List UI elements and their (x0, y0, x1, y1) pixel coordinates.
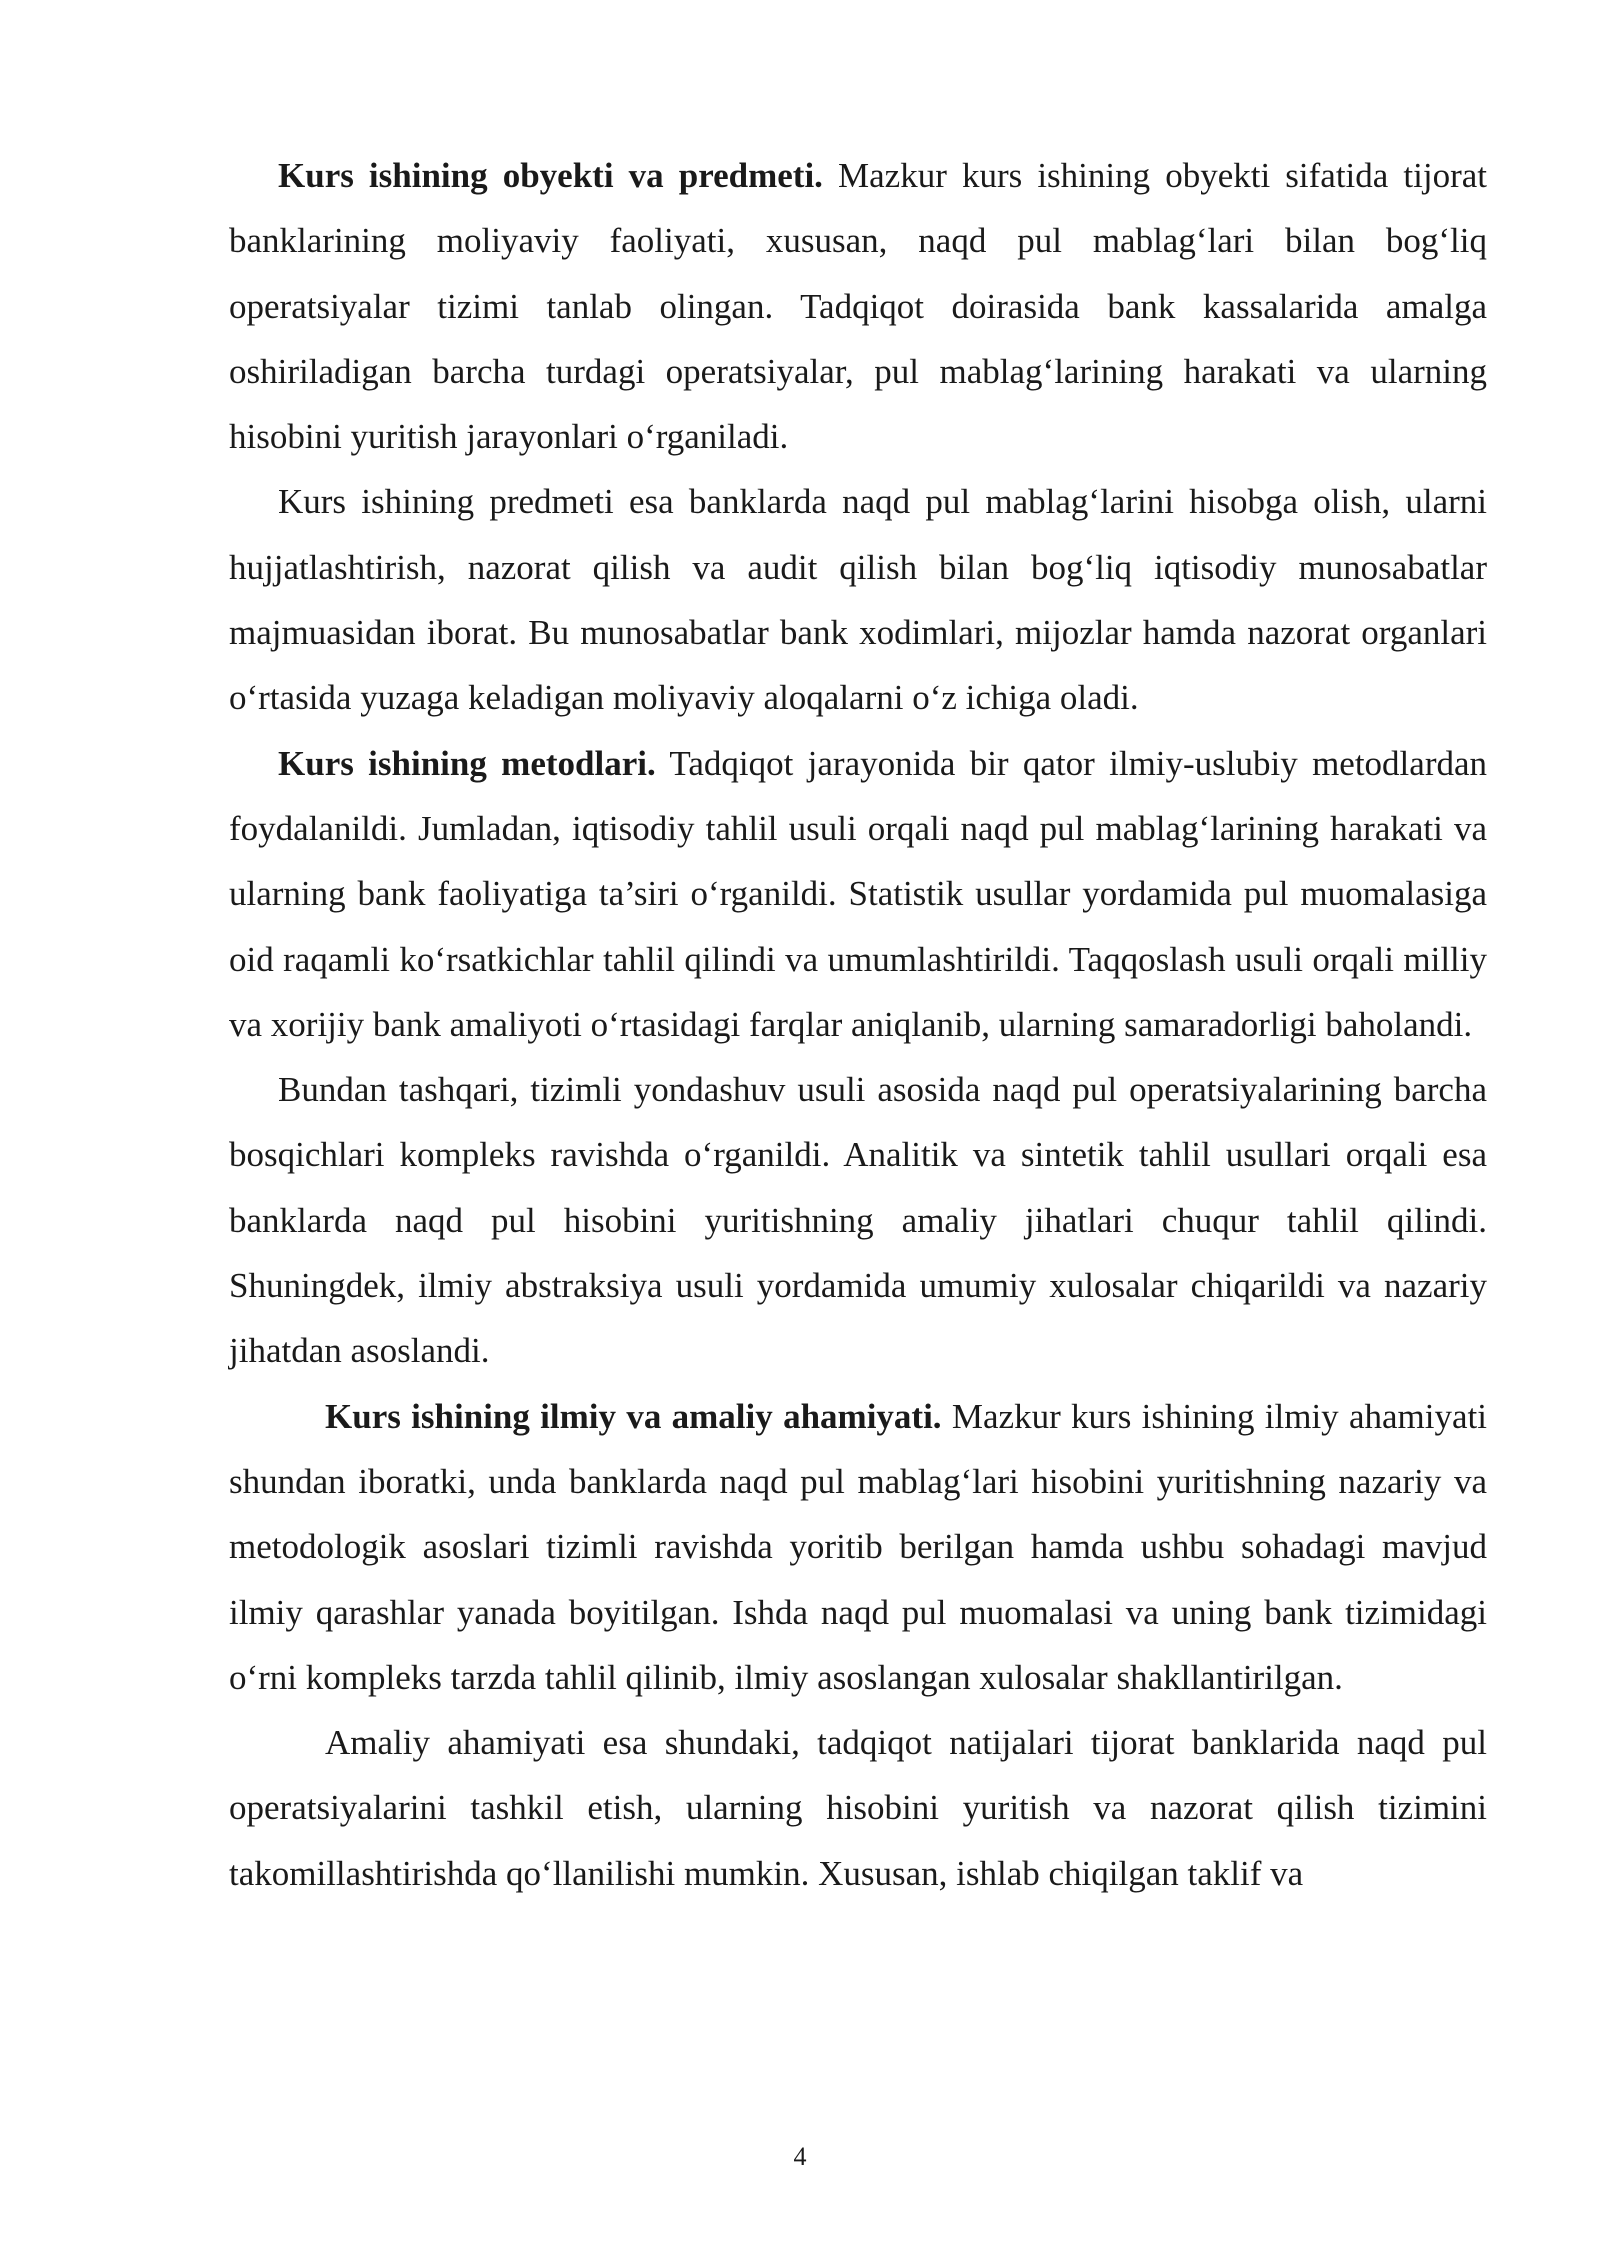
page-number: 4 (793, 2142, 807, 2171)
paragraph-text: Tadqiqot jarayonida bir qator ilmiy-uslubiy metodlardan foydalanildi. Jumladan, iqtisodiy tahlil usuli orqali naqd pul mablag‘larining harakati va ularning bank faoliyatiga ta’siri o‘rganildi. Statistik usullar yordamida pul muomalasiga oid raqamli ko‘rsatkichlar tahlil qilindi va umumlashtirildi. Taqqoslash usuli orqali milliy va xorijiy bank amaliyoti o‘rtasidagi farqlar aniqlanib, ularning samaradorligi baholandi. (229, 743, 1488, 1044)
paragraph-text: Mazkur kurs ishining ilmiy ahamiyati shundan iboratki, unda banklarda naqd pul mablag‘lari hisobini yuritishning nazariy va metodologik asoslari tizimli ravishda yoritib berilgan hamda ushbu sohadagi mavjud ilmiy qarashlar yanada boyitilgan. Ishda naqd pul muomalasi va uning bank tizimidagi o‘rni kompleks tarzda tahlil qilinib, ilmiy asoslangan xulosalar shakllantirilgan. (229, 1396, 1487, 1697)
heading-object-subject: Kurs ishining obyekti va predmeti. (278, 156, 823, 195)
paragraph-methods (229, 731, 1487, 1057)
paragraph-methods-continued (229, 1057, 1487, 1383)
heading-methods: Kurs ishining metodlari. (278, 743, 656, 783)
paragraph-text: Mazkur kurs ishining obyekti sifatida tijorat banklarining moliyaviy faoliyati, xususan, naqd pul mablag‘lari bilan bog‘liq operatsiyalar tizimi tanlab olingan. Tadqiqot doirasida bank kassalarida amalga oshiriladigan barcha turdagi operatsiyalar, pul mablag‘larining harakati va ularning hisobini yuritish jarayonlari o‘rganiladi. (229, 156, 1487, 457)
page-body (229, 143, 1487, 1906)
paragraph-object-subject (229, 143, 1487, 469)
paragraph-subject (229, 469, 1487, 730)
heading-significance: Kurs ishining ilmiy va amaliy ahamiyati. (325, 1396, 942, 1436)
paragraph-text: Kurs ishining predmeti esa banklarda naqd pul mablag‘larini hisobga olish, ularni hujjatlashtirish, nazorat qilish va audit qilish bilan bog‘liq iqtisodiy munosabatlar majmuasidan iborat. Bu munosabatlar bank xodimlari, mijozlar hamda nazorat organlari o‘rtasida yuzaga keladigan moliyaviy aloqalarni o‘z ichiga oladi. (229, 482, 1487, 718)
paragraph-text: Amaliy ahamiyati esa shundaki, tadqiqot natijalari tijorat banklarida naqd pul operatsiyalarini tashkil etish, ularning hisobini yuritish va nazorat qilish tizimini takomillashtirishda qo‘llanilishi mumkin. Xususan, ishlab chiqilgan taklif va (229, 1723, 1487, 1893)
paragraph-text: Bundan tashqari, tizimli yondashuv usuli asosida naqd pul operatsiyalarining barcha bosqichlari kompleks ravishda o‘rganildi. Analitik va sintetik tahlil usullari orqali esa banklarda naqd pul hisobini yuritishning amaliy jihatlari chuqur tahlil qilindi. Shuningdek, ilmiy abstraksiya usuli yordamida umumiy xulosalar chiqarildi va nazariy jihatdan asoslandi. (229, 1070, 1487, 1371)
paragraph-significance (229, 1384, 1487, 1710)
paragraph-practical-significance (229, 1710, 1487, 1906)
